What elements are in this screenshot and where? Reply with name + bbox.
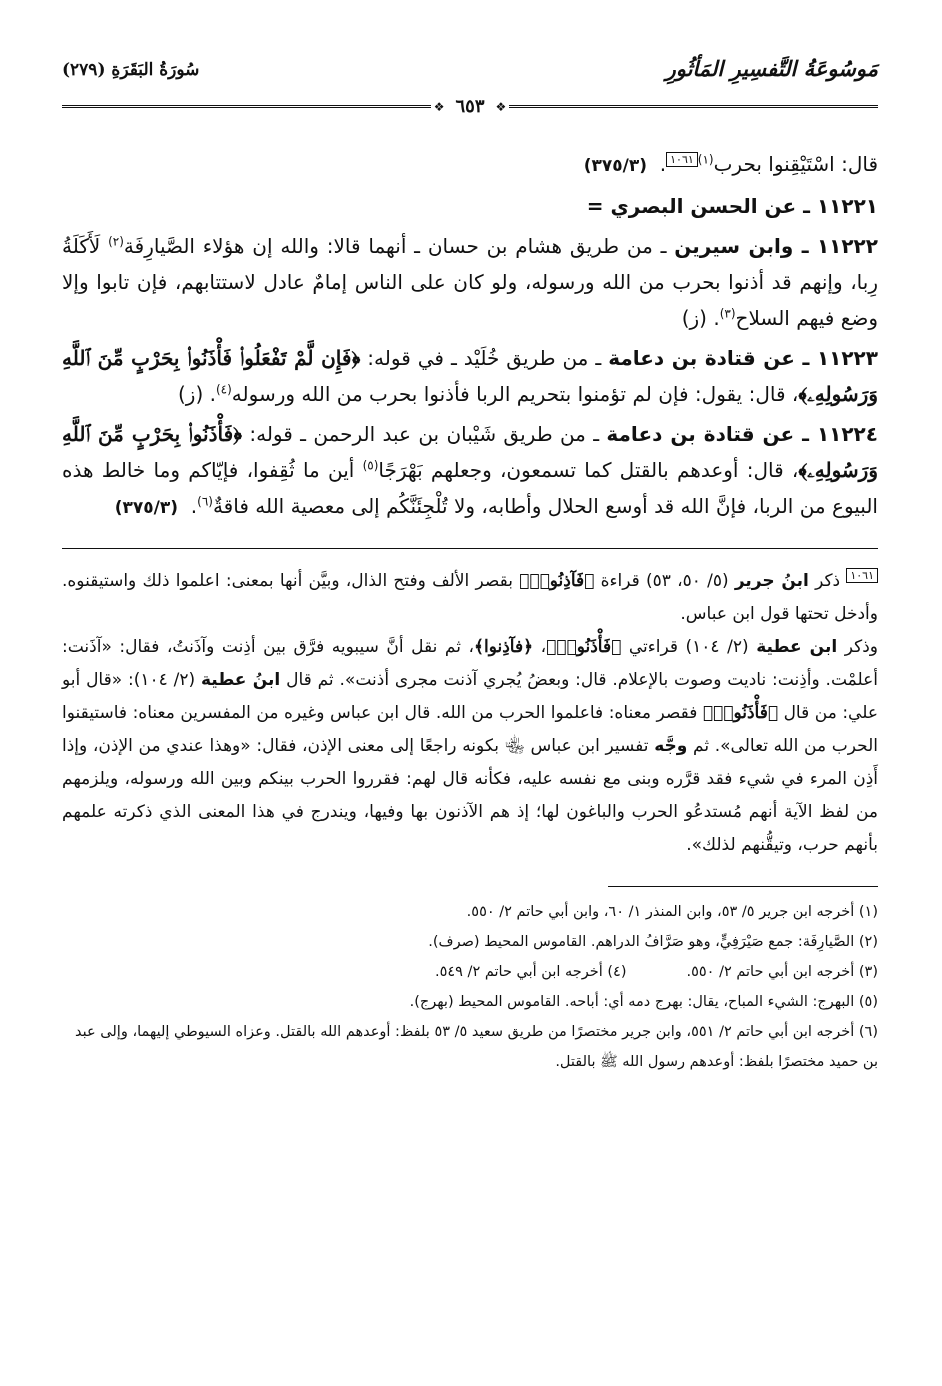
narrator-name: ـ عن الحسن البصري = [586, 194, 817, 218]
footnote-6: (٦) أخرجه ابن أبي حاتم ٢/ ٥٥١، وابن جرير مختصرًا من طريق سعيد ٥/ ٥٣ بلفظ: أوعدهم الله بالقتل. وعزاه السيوطي إليهما، وإلى عبد بن حميد مختصرًا بلفظ: أوعدهم رسول الله ﷺ بالقتل. [75, 1024, 878, 1070]
ornament-left-icon: ❖ [433, 99, 445, 114]
emphasized-word: وجَّه [654, 736, 688, 756]
quran-verse: ﴿فَإِن لَّمْ تَفْعَلُوا۟ فَأْذَنُوا۟ بِحَرْبٍ مِّنَ ٱللَّهِ وَرَسُولِهِۦ﴾ [62, 346, 878, 406]
footnote-1: (١) أخرجه ابن جرير ٥/ ٥٣، وابن المنذر ١/ ٦٠، وابن أبي حاتم ٢/ ٥٥٠. [466, 904, 878, 920]
commentary-section [62, 565, 878, 862]
book-page [62, 52, 878, 1352]
scholar-name: ابن عطية [756, 637, 838, 657]
main-text [62, 146, 878, 526]
header-line-right [509, 105, 878, 108]
ornament-right-icon: ❖ [495, 99, 507, 114]
scholar-name: ابنُ جرير [734, 571, 809, 591]
footnote-marker[interactable]: (١) [697, 152, 714, 167]
scholar-name: ابنُ عطية [200, 670, 281, 690]
book-title: مَوسُوعَةُ التَّفسِيرِ المَأثُورِ [665, 56, 878, 81]
narration-11222: ١١٢٢٢ ـ وابن سيرين ـ من طريق هشام بن حسان ـ أنهما قالا: والله إن هؤلاء الصَّيارِفَة$^{(٢)}$ لَأَكَلَةُ رِبا، وإنهم قد أذنوا بحرب من الله ورسوله، ولو كان على الناس إمامٌ عادل لاستتابهم، فإن تابوا وإلا وضع فيهم السلاح$^{(٣)}$. (ز) [62, 234, 878, 330]
footnote-2: (٢) الصَّيارِفَة: جمع صَيْرَفِيٍّ، وهو صَرَّافُ الدراهم. القاموس المحيط (صرف). [428, 934, 878, 950]
commentary-reference-box[interactable]: ١٠٦١ [666, 152, 698, 167]
commentary-paragraph: وذكر ابن عطية (٢/ ١٠٤) قراءتي ﴿فَأْذَنُوا۟﴾، ﴿فآذِنوا﴾، ثم نقل أنَّ سيبويه فرَّق بين أذِنت وآذَنتُ، فقال: «آذَنت: أعلمْت. وأذِنت: ناديت وصوت بالإعلام. قال: وبعضُ يُجري آذنت مجرى أذنت». ثم قال ابنُ عطية (٢/ ١٠٤): «قال أبو علي: من قال ﴿فَأْذَنُوا۟﴾ فقصر معناه: فاعلموا الحرب من الله. قال ابن عباس وغيره من المفسرين معناه: فاستيقنوا الحرب من الله تعالى». ثم وجَّه تفسير ابن عباس ﵄ بكونه راجعًا إلى معنى الإذن، فقال: «وهذا عندي من الإذن، وإذا أَذِن المرء في شيء فقد قرَّره وبنى مع نفسه عليه، فكأنه قال لهم: فقرروا الحرب بينكم وبين الله ورسوله، ويلزمهم من لفظ الآية أنهم مُستدعُو الحرب والباغون لها؛ إذ هم الآذنون بها وفيها، ويندرج في هذا المعنى الذي ذكرته علمهم بأنهم حرب، وتيقُّنهم لذلك». [62, 637, 879, 855]
narration-number: ١١٢٢٤ [816, 422, 878, 446]
header-line-left [62, 105, 431, 108]
commentary-separator [62, 548, 878, 549]
narrator-name: ـ عن قتادة بن دعامة [608, 346, 817, 370]
surah-name: سُورَةُ البَقَرَةِ [111, 60, 200, 80]
narration-11221 [62, 188, 878, 224]
quran-reading: ﴿فآذِنوا﴾ [474, 637, 534, 657]
header-rule [62, 96, 878, 117]
commentary-number-box: ١٠٦١ [846, 568, 878, 583]
footnote-marker[interactable]: (٦) [197, 494, 213, 509]
quran-reading: ﴿فَآذِنُوا۟﴾ [519, 571, 595, 591]
page-header [62, 52, 878, 117]
quran-verse: ﴿فَأْذَنُوا۟ بِحَرْبٍ مِّنَ ٱللَّهِ وَرَسُولِهِۦ﴾ [62, 422, 878, 482]
surah-reference [62, 60, 199, 80]
quran-reading: ﴿فَأْذَنُوا۟﴾ [702, 703, 779, 723]
narration-number: ١١٢٢١ [816, 194, 878, 218]
narration-11223: ١١٢٢٣ ـ عن قتادة بن دعامة ـ من طريق خُلَيْد ـ في قوله: ﴿فَإِن لَّمْ تَفْعَلُوا۟ فَأْذَنُوا۟ بِحَرْبٍ مِّنَ ٱللَّهِ وَرَسُولِهِۦ﴾، قال: يقول: فإن لم تؤمنوا بتحريم الربا فأذنوا بحرب من الله ورسوله$^{(٤)}$. (ز) [62, 346, 878, 406]
footnote-marker[interactable]: (٥) [362, 458, 379, 473]
verse-number: (٢٧٩) [62, 60, 106, 80]
narration-number: ١١٢٢٢ [816, 234, 878, 258]
footnote-marker[interactable]: (٤) [215, 382, 232, 397]
narrator-name: ـ عن قتادة بن دعامة [606, 422, 817, 446]
footnote-3: (٣) أخرجه ابن أبي حاتم ٢/ ٥٥٠. [686, 964, 878, 980]
footnote-separator [608, 886, 878, 887]
page-number: ٦٥٣ [455, 96, 485, 117]
volume-page-ref: (٣٧٥/٣) [114, 498, 179, 518]
narration-11224: ١١٢٢٤ ـ عن قتادة بن دعامة ـ من طريق شَيْبان بن عبد الرحمن ـ قوله: ﴿فَأْذَنُوا۟ بِحَرْبٍ مِّنَ ٱللَّهِ وَرَسُولِهِۦ﴾، قال: أوعدهم بالقتل كما تسمعون، وجعلهم بَهْرَجًا$^{(٥)}$ أين ما ثُقِفوا، فإيّاكم وما خالط هذه البيوع من الربا، فإنَّ الله قد أوسع الحلال وأطابه، ولا تُلْجِئَنَّكُم إلى معصية الله فاقةٌ$^{(٦)}$. (٣٧٥/٣) [62, 422, 878, 518]
footnote-marker[interactable]: (٢) [108, 234, 124, 249]
quran-reading: ﴿فَأْذَنُوا۟﴾ [546, 637, 622, 657]
footnotes [62, 897, 878, 1077]
narration-number: ١١٢٢٣ [816, 346, 878, 370]
narration-continued: قال: اسْتَيْقِنوا بحرب$^{(١)}$١٠٦١. (٣٧٥/٣) [583, 152, 878, 176]
footnote-row [62, 957, 878, 987]
footnote-4: (٤) أخرجه ابن أبي حاتم ٢/ ٥٤٩. [434, 964, 627, 980]
volume-page-ref: (٣٧٥/٣) [583, 156, 648, 176]
footnote-5: (٥) البهرج: الشيء المباح، يقال: بهرج دمه أي: أباحه. القاموس المحيط (بهرج). [409, 994, 878, 1010]
footnote-marker[interactable]: (٣) [719, 306, 736, 321]
commentary-paragraph: ١٠٦١ ذكر ابنُ جرير (٥/ ٥٠، ٥٣) قراءة ﴿فَآذِنُوا۟﴾ بقصر الألف وفتح الذال، وبيَّن أنها بمعنى: اعلموا ذلك واستيقنوه. وأدخل تحتها قول ابن عباس. [62, 569, 878, 624]
narrator-name: ـ وابن سيرين [674, 234, 817, 258]
